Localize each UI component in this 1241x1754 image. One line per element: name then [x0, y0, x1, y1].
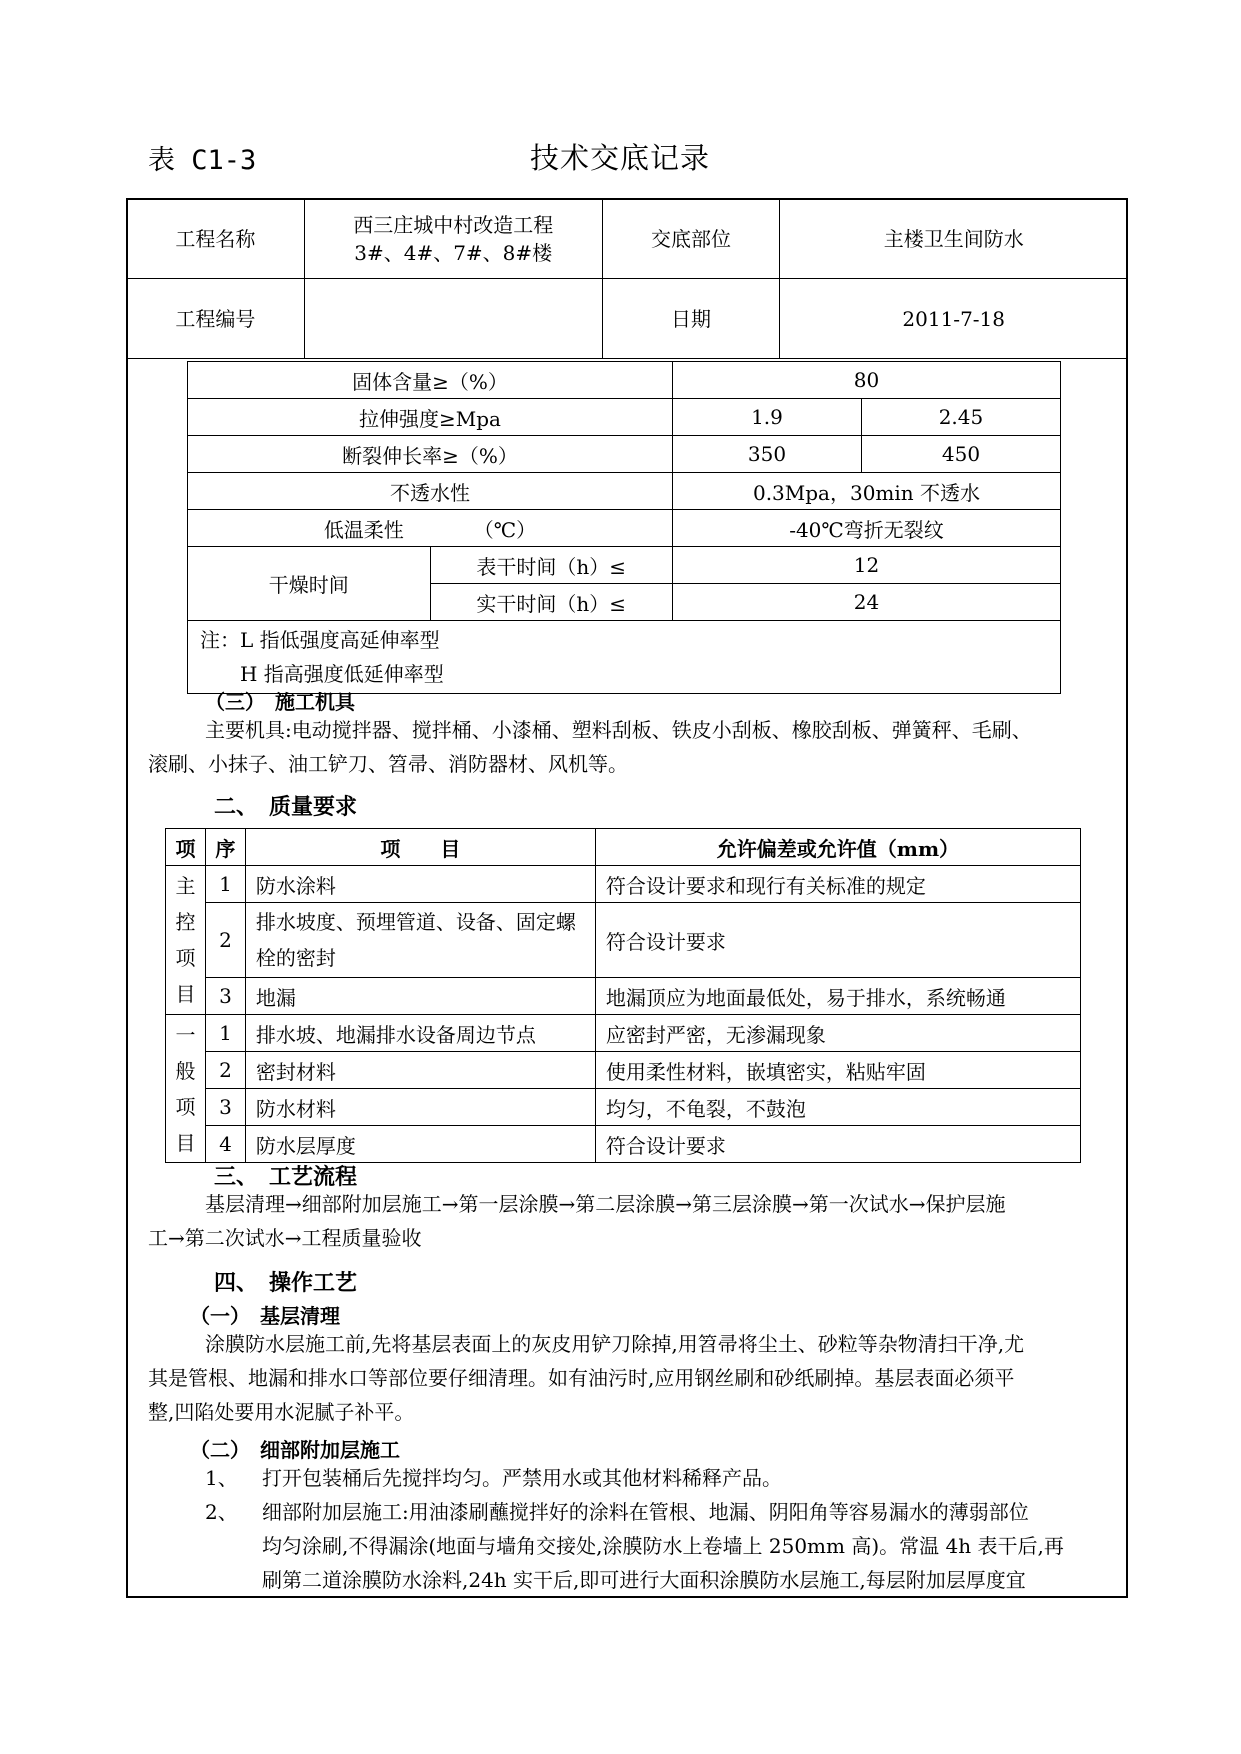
col-name: 项 目 — [245, 829, 595, 866]
project-no — [304, 279, 602, 359]
project-no-label: 工程编号 — [127, 279, 305, 359]
header-row-1 — [127, 199, 1128, 279]
spec-row — [188, 399, 1061, 436]
table-row — [166, 903, 1081, 978]
header-table — [126, 198, 1128, 359]
form-number: 表 C1-3 — [148, 145, 257, 176]
group-char: 一 — [175, 1022, 196, 1047]
op-item2-line-3: 刷第二道涂膜防水涂料,24h 实干后,即可进行大面积涂膜防水层施工,每层附加层厚度宜 — [262, 1568, 1026, 1592]
row-no: 1 — [205, 866, 245, 903]
date-label: 日期 — [602, 279, 780, 359]
note-line-1: 注：L 指低强度高延伸率型 — [200, 628, 440, 652]
operation-sub2: （二） 细部附加层施工 — [190, 1438, 400, 1462]
row-no: 3 — [205, 978, 245, 1015]
spec-value: 12 — [673, 547, 1061, 584]
op-item1-no: 1、 — [205, 1466, 238, 1490]
operation-heading: 四、 操作工艺 — [214, 1270, 358, 1296]
spec-row — [188, 547, 1061, 584]
row-name: 排水坡、地漏排水设备周边节点 — [245, 1015, 595, 1052]
operation-sub1: （一） 基层清理 — [190, 1304, 340, 1328]
spec-item: 实干时间（h）≤ — [430, 584, 673, 621]
row-value: 均匀，不龟裂，不鼓泡 — [595, 1089, 1080, 1126]
spec-row — [188, 436, 1061, 473]
row-value: 符合设计要求和现行有关标准的规定 — [595, 866, 1080, 903]
spec-value-l: 1.9 — [673, 399, 862, 436]
part-label: 交底部位 — [602, 199, 780, 279]
group-char: 主 — [175, 874, 196, 898]
row-no: 1 — [205, 1015, 245, 1052]
group-char: 般 — [175, 1058, 196, 1083]
spec-value: 80 — [673, 362, 1061, 399]
row-value: 使用柔性材料，嵌填密实，粘贴牢固 — [595, 1052, 1080, 1089]
group-char: 项 — [175, 1094, 196, 1119]
spec-item: 表干时间（h）≤ — [430, 547, 673, 584]
table-row — [166, 1126, 1081, 1163]
col-no: 序 — [205, 829, 245, 866]
process-line-1: 基层清理→细部附加层施工→第一层涂膜→第二层涂膜→第三层涂膜→第一次试水→保护层施 — [205, 1192, 1006, 1216]
project-name-text: 西三庄城中村改造工程 3#、4#、7#、8#楼 — [353, 212, 554, 265]
quality-heading: 二、 质量要求 — [214, 794, 358, 820]
col-value: 允许偏差或允许值（mm） — [595, 829, 1080, 866]
date-value: 2011-7-18 — [780, 279, 1128, 359]
quality-header-row — [166, 829, 1081, 866]
header-row-2 — [127, 279, 1128, 359]
row-value: 符合设计要求 — [595, 903, 1080, 978]
tools-heading: （三） 施工机具 — [205, 690, 355, 714]
spec-value-h: 450 — [861, 436, 1060, 473]
spec-note — [188, 621, 1061, 694]
project-name — [304, 199, 602, 279]
spec-value-h: 2.45 — [861, 399, 1060, 436]
row-name: 地漏 — [245, 978, 595, 1015]
quality-table — [165, 828, 1081, 1163]
row-name-text: 排水坡度、预埋管道、设备、固定螺栓的密封 — [255, 910, 576, 970]
part-value: 主楼卫生间防水 — [780, 199, 1128, 279]
op-item2-line-2: 均匀涂刷,不得漏涂(地面与墙角交接处,涂膜防水上卷墙上 250mm 高)。常温 4h 表干后,再 — [262, 1534, 1064, 1558]
document-title: 技术交底记录 — [530, 141, 711, 175]
op-p1-line-2: 其是管根、地漏和排水口等部位要仔细清理。如有油污时,应用钢丝刷和砂纸刷掉。基层表面必须平 — [148, 1366, 1015, 1390]
op-item2-no: 2、 — [205, 1500, 238, 1524]
dry-time-label: 干燥时间 — [188, 547, 431, 621]
spec-table — [187, 361, 1061, 694]
spec-item: 低温柔性 （℃） — [188, 510, 673, 547]
row-value: 符合设计要求 — [595, 1126, 1080, 1163]
row-no: 2 — [205, 1052, 245, 1089]
row-name: 防水材料 — [245, 1089, 595, 1126]
note-line-2: H 指高强度低延伸率型 — [200, 662, 444, 686]
row-name: 密封材料 — [245, 1052, 595, 1089]
table-row — [166, 1052, 1081, 1089]
spec-value: -40℃弯折无裂纹 — [673, 510, 1061, 547]
main-control-group — [166, 866, 206, 1015]
tools-line-1: 主要机具:电动搅拌器、搅拌桶、小漆桶、塑料刮板、铁皮小刮板、橡胶刮板、弹簧秤、毛刷、 — [205, 718, 1032, 742]
tools-line-2: 滚刷、小抹子、油工铲刀、笤帚、消防器材、风机等。 — [148, 752, 628, 776]
row-name: 防水层厚度 — [245, 1126, 595, 1163]
group-char: 项 — [175, 946, 196, 970]
op-item1-text: 打开包装桶后先搅拌均匀。严禁用水或其他材料稀释产品。 — [262, 1466, 782, 1490]
spec-value-l: 350 — [673, 436, 862, 473]
row-value: 地漏顶应为地面最低处，易于排水，系统畅通 — [595, 978, 1080, 1015]
op-item2-line-1: 细部附加层施工:用油漆刷蘸搅拌好的涂料在管根、地漏、阴阳角等容易漏水的薄弱部位 — [262, 1500, 1029, 1524]
spec-row — [188, 362, 1061, 399]
row-name: 防水涂料 — [245, 866, 595, 903]
spec-note-row — [188, 621, 1061, 694]
spec-item: 拉伸强度≥Mpa — [188, 399, 673, 436]
table-row — [166, 1089, 1081, 1126]
spec-item: 不透水性 — [188, 473, 673, 510]
row-value: 应密封严密，无渗漏现象 — [595, 1015, 1080, 1052]
spec-item: 固体含量≥（%） — [188, 362, 673, 399]
project-name-label: 工程名称 — [127, 199, 305, 279]
group-char: 目 — [175, 982, 196, 1006]
spec-value: 0.3Mpa，30min 不透水 — [673, 473, 1061, 510]
row-no: 3 — [205, 1089, 245, 1126]
process-line-2: 工→第二次试水→工程质量验收 — [148, 1226, 422, 1250]
row-no: 4 — [205, 1126, 245, 1163]
spec-item: 断裂伸长率≥（%） — [188, 436, 673, 473]
spec-row — [188, 473, 1061, 510]
table-row — [166, 1015, 1081, 1052]
spec-row — [188, 510, 1061, 547]
row-name — [245, 903, 595, 978]
row-no: 2 — [205, 903, 245, 978]
process-heading: 三、 工艺流程 — [214, 1164, 358, 1190]
group-char: 目 — [175, 1130, 196, 1155]
op-p1-line-3: 整,凹陷处要用水泥腻子补平。 — [148, 1400, 415, 1424]
op-p1-line-1: 涂膜防水层施工前,先将基层表面上的灰皮用铲刀除掉,用笤帚将尘土、砂粒等杂物清扫干净,尤 — [205, 1332, 1025, 1356]
table-row — [166, 866, 1081, 903]
col-item: 项 — [166, 829, 206, 866]
spec-value: 24 — [673, 584, 1061, 621]
table-row — [166, 978, 1081, 1015]
group-char: 控 — [175, 910, 196, 934]
general-group — [166, 1015, 206, 1163]
